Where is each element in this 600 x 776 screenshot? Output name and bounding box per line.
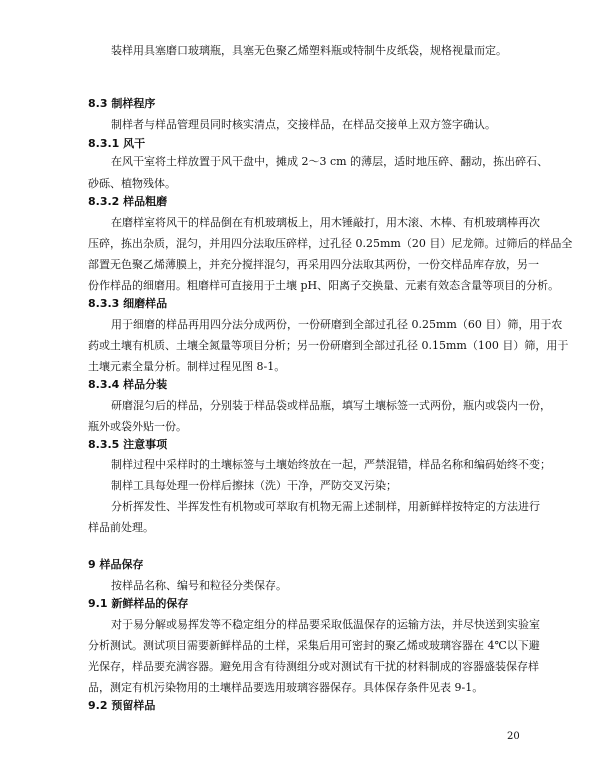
- paragraph-line: 样品前处理。: [88, 521, 154, 534]
- paragraph-line: 压碎，拣出杂质，混匀，并用四分法取压碎样，过孔径 0.25mm（20 目）尼龙筛。过筛后的样品全: [88, 237, 573, 250]
- intro-paragraph-line: 装样用具塞磨口玻璃瓶，具塞无色聚乙烯塑料瓶或特制牛皮纸袋，规格视量而定。: [111, 44, 507, 57]
- paragraph-line: 光保存，样品要充满容器。避免用含有待测组分或对测试有干扰的材料制成的容器盛装保存样: [88, 660, 539, 673]
- paragraph-line: 份作样品的细磨用。粗磨样可直接用于土壤 pH、阳离子交换量、元素有效态含量等项目的分析。: [88, 279, 560, 292]
- paragraph-line: 制样过程中采样时的土壤标签与土壤始终放在一起，严禁混错，样品名称和编码始终不变；: [111, 458, 551, 471]
- paragraph-line: 分析挥发性、半挥发性有机物或可萃取有机物无需上述制样，用新鲜样按特定的方法进行: [111, 500, 540, 513]
- paragraph-line: 品，测定有机污染物用的土壤样品要选用玻璃容器保存。具体保存条件见表 9-1。: [88, 681, 484, 694]
- paragraph-line: 瓶外或袋外贴一份。: [88, 420, 187, 433]
- paragraph-line: 药或土壤有机质、土壤全氮量等项目分析；另一份研磨到全部过孔径 0.15mm（100 目）筛，用于: [88, 339, 569, 352]
- section-heading-8-3-3: 8.3.3 细磨样品: [88, 297, 168, 310]
- paragraph-line: 研磨混匀后的样品，分别装于样品袋或样品瓶，填写土壤标签一式两份，瓶内或袋内一份，: [111, 399, 551, 412]
- page-number: 20: [507, 731, 520, 742]
- section-heading-8-3-1: 8.3.1 风干: [88, 137, 146, 150]
- paragraph-line: 分析测试。测试项目需要新鲜样品的土样，采集后用可密封的聚乙烯或玻璃容器在 4℃以下避: [88, 639, 540, 652]
- section-heading-8-3-5: 8.3.5 注意事项: [88, 438, 168, 451]
- paragraph-line: 制样者与样品管理员同时核实清点，交接样品，在样品交接单上双方签字确认。: [111, 118, 496, 131]
- section-heading-8-3: 8.3 制样程序: [88, 97, 156, 110]
- paragraph-line: 在风干室将土样放置于风干盘中，摊成 2～3 cm 的薄层，适时地压碎、翻动，拣出碎石、: [111, 155, 549, 168]
- section-heading-8-3-2: 8.3.2 样品粗磨: [88, 195, 168, 208]
- paragraph-line: 对于易分解或易挥发等不稳定组分的样品要采取低温保存的运输方法，并尽快送到实验室: [111, 618, 540, 631]
- section-heading-9: 9 样品保存: [88, 558, 144, 571]
- section-heading-9-2: 9.2 预留样品: [88, 699, 156, 712]
- paragraph-line: 部置无色聚乙烯薄膜上，并充分搅拌混匀，再采用四分法取其两份，一份交样品库存放，另一: [88, 258, 539, 271]
- section-heading-9-1: 9.1 新鲜样品的保存: [88, 597, 189, 610]
- paragraph-line: 在磨样室将风干的样品倒在有机玻璃板上，用木锤敲打，用木滚、木棒、有机玻璃棒再次: [111, 216, 540, 229]
- paragraph-line: 砂砾、植物残体。: [88, 177, 176, 190]
- paragraph-line: 制样工具每处理一份样后擦抹（洗）干净，严防交叉污染；: [111, 479, 397, 492]
- paragraph-line: 土壤元素全量分析。制样过程见图 8-1。: [88, 360, 286, 373]
- section-heading-8-3-4: 8.3.4 样品分装: [88, 378, 168, 391]
- paragraph-line: 按样品名称、编号和粒径分类保存。: [111, 579, 287, 592]
- paragraph-line: 用于细磨的样品再用四分法分成两份，一份研磨到全部过孔径 0.25mm（60 目）筛，用于农: [111, 318, 563, 331]
